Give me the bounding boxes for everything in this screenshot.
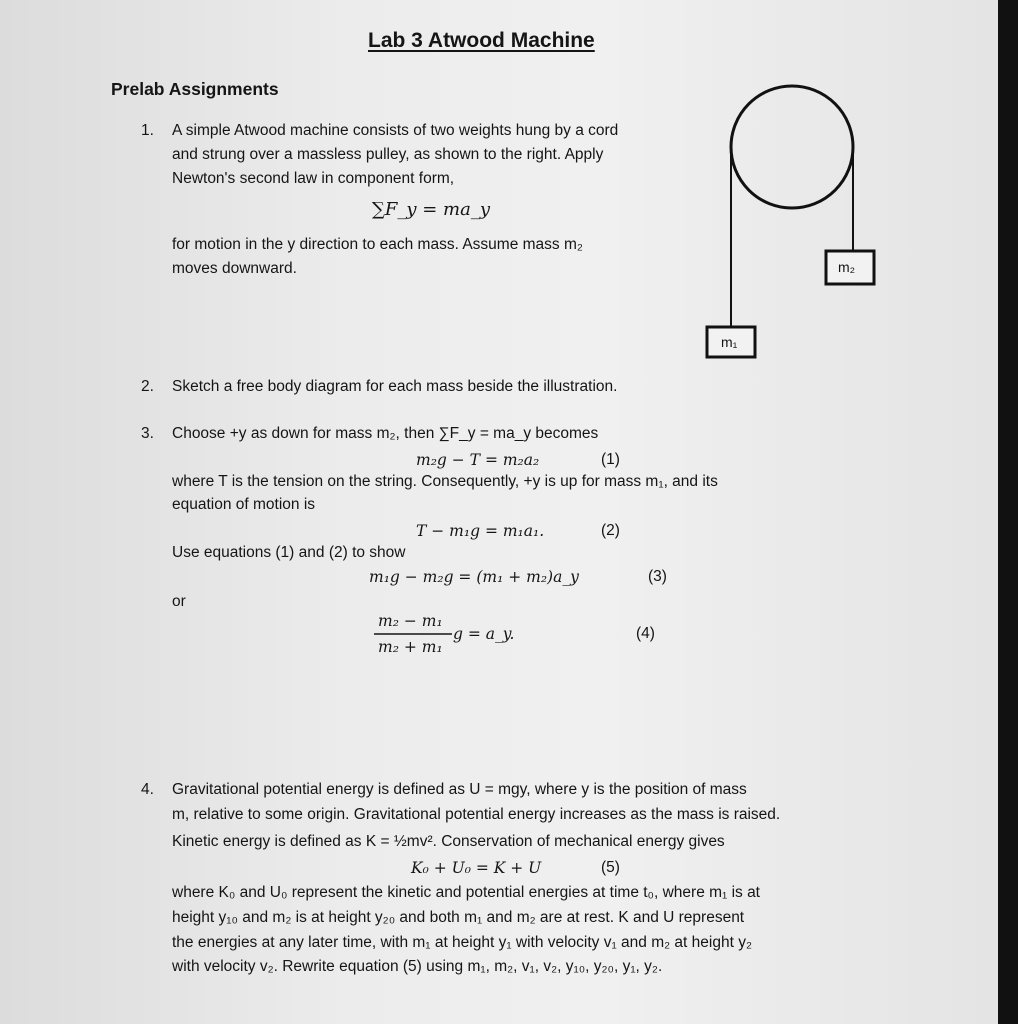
q4-line-1: Gravitational potential energy is defined as U = mgy, where y is the position of mass [172, 781, 747, 798]
q4-line-3: Kinetic energy is defined as K = ½mv². Conservation of mechanical energy gives [172, 833, 725, 850]
q4-number: 4. [141, 781, 154, 798]
q1-line-5: moves downward. [172, 260, 297, 277]
q3-line-4: Use equations (1) and (2) to show [172, 544, 406, 561]
q3-eq4-numerator: m₂ − m₁ [378, 612, 443, 630]
q2-text: Sketch a free body diagram for each mass beside the illustration. [172, 378, 618, 395]
q3-equation-3: m₁g − m₂g = (m₁ + m₂)a_y [369, 568, 579, 586]
q3-eq4-denominator: m₂ + m₁ [378, 638, 443, 656]
q3-line-1: Choose +y as down for mass m₂, then ∑F_y = ma_y becomes [172, 425, 599, 442]
q4-equation-5: K₀ + U₀ = K + U [411, 859, 542, 877]
q1-equation: ∑F_y = ma_y [372, 199, 491, 220]
q3-equation-2: T − m₁g = m₁a₁. [416, 522, 545, 540]
q1-number: 1. [141, 122, 154, 139]
q3-line-2: where T is the tension on the string. Consequently, +y is up for mass m₁, and its [172, 473, 718, 490]
q4-line-4: where K₀ and U₀ represent the kinetic and potential energies at time t₀, where m₁ is at [172, 884, 760, 901]
q4-line-6: the energies at any later time, with m₁ at height y₁ with velocity v₁ and m₂ at height y₂ [172, 934, 752, 951]
mass-m2-label: m₂ [838, 259, 856, 275]
mass-m1-label: m₁ [721, 334, 738, 350]
q1-line-4: for motion in the y direction to each mass. Assume mass m₂ [172, 236, 583, 253]
q4-line-7: with velocity v₂. Rewrite equation (5) using m₁, m₂, v₁, v₂, y₁₀, y₂₀, y₁, y₂. [172, 958, 663, 975]
q3-number: 3. [141, 425, 154, 442]
q3-equation-3-number: (3) [648, 568, 667, 585]
q4-line-5: height y₁₀ and m₂ is at height y₂₀ and both m₁ and m₂ are at rest. K and U represent [172, 909, 745, 926]
section-heading: Prelab Assignments [111, 79, 279, 99]
q3-eq4-rest: g = a_y. [453, 625, 515, 643]
q3-line-3: equation of motion is [172, 496, 316, 513]
q3-equation-2-number: (2) [601, 522, 620, 539]
q2-number: 2. [141, 378, 154, 395]
q1-line-3: Newton's second law in component form, [172, 170, 455, 187]
q1-line-2: and strung over a massless pulley, as shown to the right. Apply [172, 146, 604, 163]
atwood-diagram [0, 0, 998, 400]
q4-line-2: m, relative to some origin. Gravitational potential energy increases as the mass is raised. [172, 806, 781, 823]
dark-page-edge [998, 0, 1018, 1024]
q1-line-1: A simple Atwood machine consists of two weights hung by a cord [172, 122, 619, 139]
q3-equation-4-number: (4) [636, 625, 655, 642]
page-title: Lab 3 Atwood Machine [368, 29, 595, 52]
pulley-wheel [731, 86, 853, 208]
q3-or: or [172, 593, 186, 610]
q3-equation-1: m₂g − T = m₂a₂ [416, 451, 540, 469]
q4-equation-5-number: (5) [601, 859, 620, 876]
q3-equation-1-number: (1) [601, 451, 620, 468]
